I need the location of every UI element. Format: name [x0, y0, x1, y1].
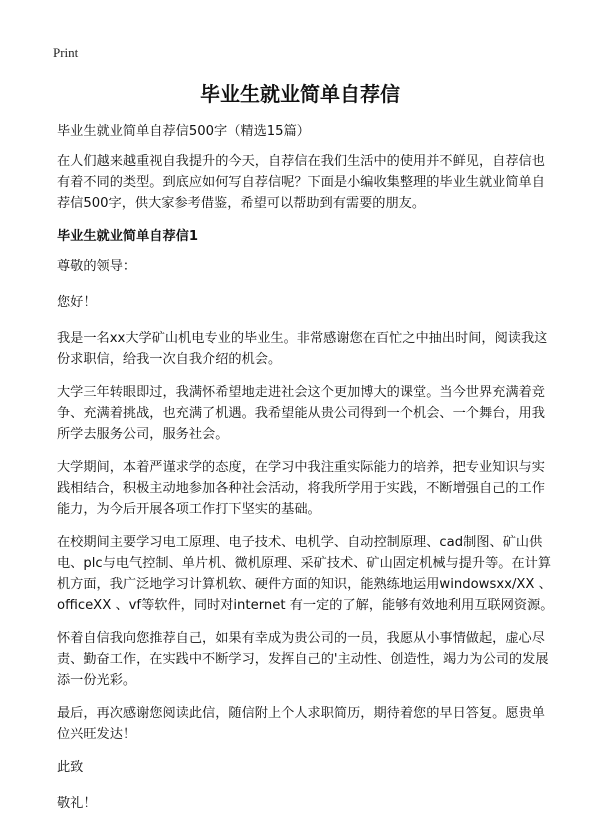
salutation: 尊敬的领导：: [57, 259, 137, 274]
letter-heading: 毕业生就业简单自荐信1: [57, 229, 199, 244]
body-paragraph: 大学期间，本着严谨求学的态度，在学习中我注重实际能力的培养，把专业知识与实践相结合，积极主动地参加各种社会活动，将我所学用于实践，不断增强自己的工作能力，为今后开展各项工作打下坚实的基础。: [57, 460, 545, 517]
greeting: 您好！: [57, 295, 97, 310]
body-paragraph: 最后，再次感谢您阅读此信，随信附上个人求职简历，期待着您的早日答复。愿贵单位兴旺发达！: [57, 706, 545, 742]
closing-line: 此致: [57, 760, 84, 775]
closing-regards: 敬礼！: [57, 796, 97, 811]
intro-paragraph: 在人们越来越重视自我提升的今天，自荐信在我们生活中的使用并不鲜见，自荐信也有着不同的类型。到底应如何写自荐信呢？下面是小编收集整理的毕业生就业简单自荐信500字，供大家参考借鉴，希望可以帮助到有需要的朋友。: [57, 154, 545, 211]
body-paragraph: 在校期间主要学习电工原理、电子技术、电机学、自动控制原理、cad制图、矿山供电、plc与电气控制、单片机、微机原理、采矿技术、矿山固定机械与提升等。在计算机方面，我广泛地学习计算机软、硬件方面的知识，能熟练地运用windowsxx/XX 、officeXX 、vf等软件，同时对internet 有一定的了解，能够有效地利用互联网资源。: [57, 535, 554, 613]
body-paragraph: 大学三年转眼即过，我满怀希望地走进社会这个更加博大的课堂。当今世界充满着竞争、充满着挑战，也充满了机遇。我希望能从贵公司得到一个机会、一个舞台，用我所学去服务公司，服务社会。: [57, 385, 545, 442]
print-link[interactable]: Print: [53, 45, 79, 60]
document-body: [57, 121, 557, 829]
page-title: 毕业生就业简单自荐信: [200, 82, 400, 106]
body-paragraph: 我是一名xx大学矿山机电专业的毕业生。非常感谢您在百忙之中抽出时间，阅读我这份求职信，给我一次自我介绍的机会。: [57, 331, 548, 367]
document-subtitle: 毕业生就业简单自荐信500字（精选15篇）: [57, 124, 310, 139]
body-paragraph: 怀着自信我向您推荐自己，如果有幸成为贵公司的一员，我愿从小事情做起，虚心尽责、勤奋工作，在实践中不断学习，发挥自己的'主动性、创造性，竭力为公司的发展添一份光彩。: [57, 631, 549, 688]
